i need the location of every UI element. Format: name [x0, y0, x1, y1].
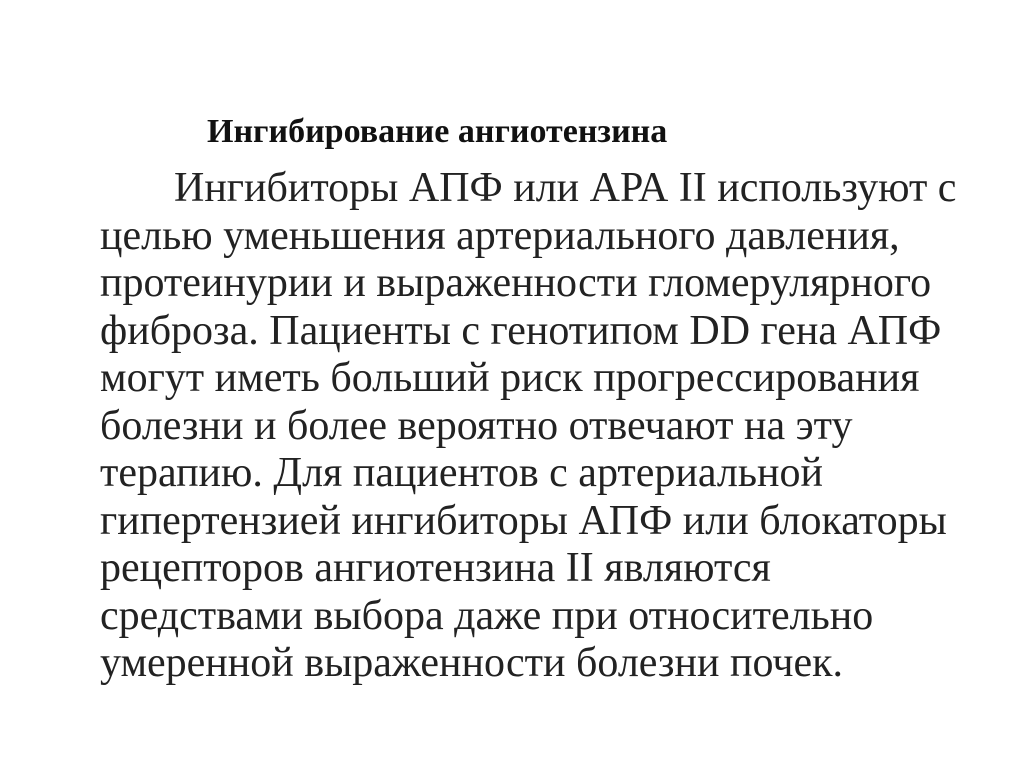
slide-title: Ингибирование ангиотензина	[207, 113, 668, 150]
body-line: гипертензией ингибиторы АПФ или блокаторы	[100, 497, 947, 544]
body-line: рецепторов ангиотензина II являются	[100, 545, 771, 591]
body-line: фиброза. Пациенты с генотипом DD гена АПФ	[100, 307, 942, 354]
body-line: целью уменьшения артериального давления,	[100, 212, 900, 259]
body-line: средствами выбора даже при относительно	[100, 592, 874, 639]
body-line: терапию. Для пациентов с артериальной	[100, 450, 823, 496]
body-line: Ингибиторы АПФ или АРА II используют с	[174, 165, 957, 211]
body-paragraph	[100, 165, 980, 688]
body-line: протеинурии и выраженности гломерулярного	[100, 260, 932, 306]
body-line: могут иметь больший риск прогрессирования	[100, 355, 920, 401]
body-line: болезни и более вероятно отвечают на эту	[100, 402, 853, 449]
body-line: умеренной выраженности болезни почек.	[100, 640, 844, 686]
